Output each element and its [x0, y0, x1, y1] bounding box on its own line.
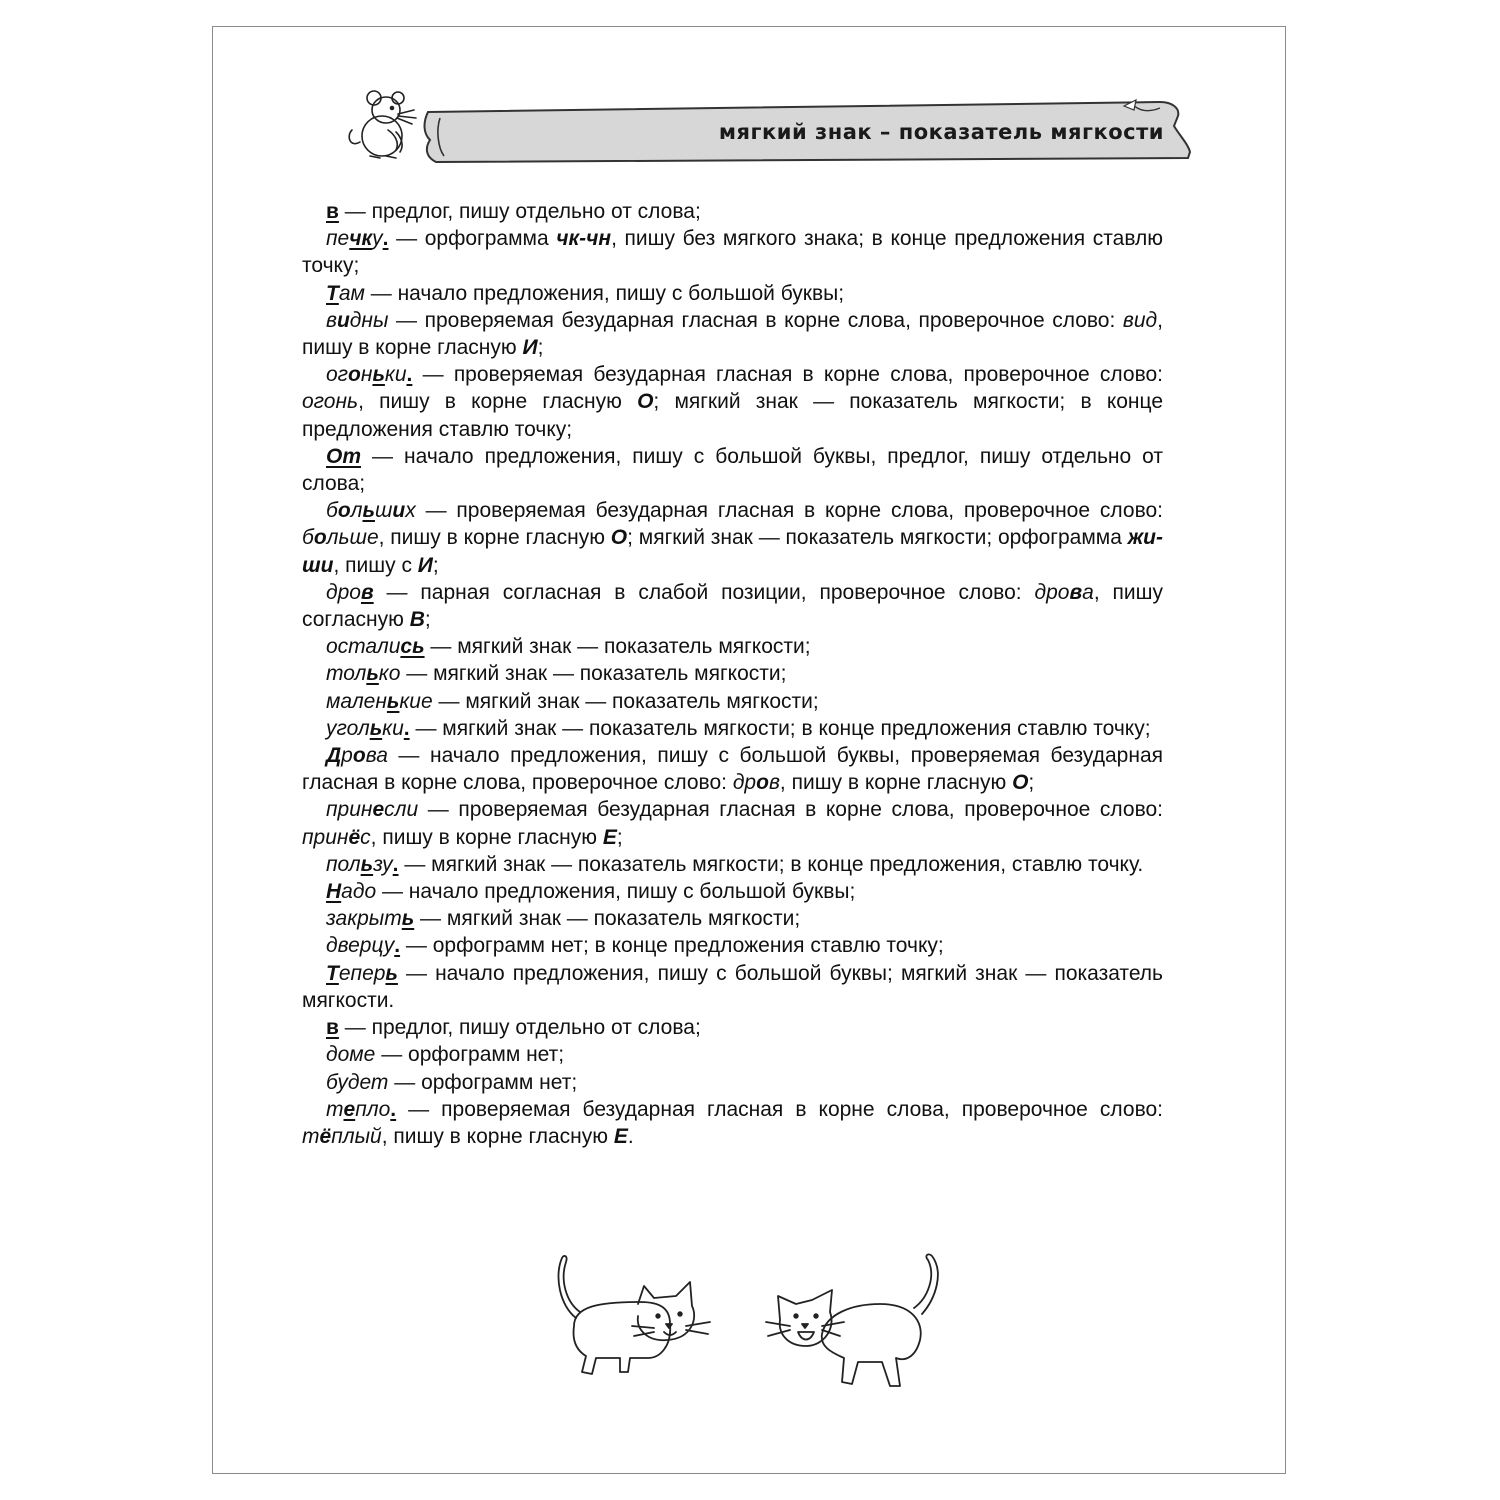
word-fragment: н	[360, 363, 373, 387]
word-fragment: .	[392, 852, 399, 876]
word-fragment: ам	[338, 281, 365, 305]
word-fragment: .	[382, 227, 389, 251]
answer-line	[302, 1041, 1163, 1068]
word-fragment: о	[337, 499, 351, 523]
word-fragment: ь	[372, 363, 385, 387]
word-fragment: жи-ши	[302, 526, 1164, 577]
word-fragment: плый	[331, 1124, 382, 1148]
word-fragment: сь	[400, 635, 425, 659]
word-fragment: будет	[326, 1070, 389, 1094]
explanation-text: ;	[424, 608, 431, 632]
explanation-text: ;	[616, 825, 623, 849]
word-fragment: ь	[401, 907, 415, 931]
explanation-text: — начало предложения, пишу с большой буквы, предлог, пишу отдельно от слова;	[302, 444, 1163, 496]
answer-line	[302, 715, 1163, 742]
explanation-text: ; мягкий знак — показатель мягкости; орфограмма	[627, 526, 1128, 550]
explanation-text: ;	[432, 553, 439, 577]
explanation-text: .	[627, 1124, 634, 1148]
word-fragment: о	[756, 771, 769, 795]
answer-line	[302, 878, 1163, 905]
word-fragment: .	[390, 1097, 397, 1121]
explanation-text: , пишу без мягкого знака; в конце предложения ставлю точку;	[302, 227, 1163, 278]
explanation-text: — проверяемая безударная гласная в корне слова, проверочное слово:	[388, 308, 1123, 332]
word-fragment: дро	[1034, 580, 1070, 604]
word-fragment: прин	[326, 798, 373, 822]
explanation-text: — орфограмм нет;	[375, 1043, 565, 1067]
cats-illustration	[540, 1246, 950, 1396]
explanation-text: ;	[1028, 771, 1035, 795]
answer-line	[302, 1096, 1163, 1150]
word-fragment: Т	[326, 281, 339, 305]
explanation-text: — начало предложения, пишу с большой буквы; мягкий знак — показатель мягкости.	[302, 961, 1163, 1012]
word-fragment: ки	[384, 363, 407, 387]
explanation-text: — орфограмм нет; в конце предложения ставлю точку;	[400, 934, 944, 958]
explanation-text: — мягкий знак — показатель мягкости;	[424, 635, 811, 659]
word-fragment: в	[326, 308, 337, 332]
word-fragment: в	[1069, 580, 1083, 604]
word-fragment: х	[405, 499, 416, 523]
answer-line	[302, 960, 1163, 1014]
explanation-text: — мягкий знак — показатель мягкости; в конце предложения ставлю точку;	[409, 716, 1151, 740]
word-fragment: а	[1082, 580, 1094, 604]
explanation-text: , пишу в корне гласную	[370, 825, 603, 849]
word-fragment: закрыт	[326, 907, 402, 931]
word-fragment: льше	[326, 526, 379, 550]
word-fragment: ь	[385, 961, 398, 985]
word-fragment: о	[313, 526, 327, 550]
word-fragment: ь	[362, 499, 375, 523]
word-fragment: зу	[373, 852, 393, 876]
word-fragment: ь	[369, 716, 383, 740]
explanation-text: ; мягкий знак — показатель мягкости; в конце предложения ставлю точку;	[302, 390, 1163, 441]
word-fragment: О	[637, 390, 654, 414]
word-fragment: Е	[602, 825, 617, 849]
explanation-text: — предлог, пишу отдельно от слова;	[338, 200, 701, 223]
answer-line	[302, 742, 1163, 796]
word-fragment: остали	[326, 635, 401, 659]
word-fragment: .	[406, 363, 413, 387]
explanation-text: , пишу в корне гласную	[381, 1124, 614, 1148]
word-fragment: в	[326, 200, 339, 223]
word-fragment: ш	[374, 499, 393, 523]
answer-line	[302, 905, 1163, 932]
word-fragment: Е	[613, 1124, 628, 1148]
word-fragment: И	[522, 336, 538, 360]
word-fragment: др	[732, 771, 757, 795]
word-fragment: От	[326, 444, 362, 468]
word-fragment: чк-чн	[556, 227, 612, 251]
answer-line	[302, 497, 1163, 579]
answer-line	[302, 361, 1163, 443]
word-fragment: у	[372, 227, 383, 251]
word-fragment: епер	[338, 961, 386, 985]
word-fragment: ь	[386, 689, 400, 713]
word-fragment: Т	[326, 961, 339, 985]
explanation-text: , пишу согласную	[302, 580, 1163, 632]
explanation-text: — начало предложения, пишу с большой буквы;	[364, 281, 845, 305]
word-fragment: доме	[326, 1043, 376, 1067]
answer-line	[302, 851, 1163, 878]
word-fragment: дны	[349, 308, 389, 332]
explanation-text: ;	[537, 336, 544, 360]
answer-line	[302, 1014, 1163, 1041]
word-fragment: б	[302, 526, 314, 550]
explanation-text: — начало предложения, пишу с большой буквы;	[376, 880, 856, 904]
word-fragment: пло	[355, 1097, 391, 1121]
word-fragment: с	[360, 825, 371, 849]
word-fragment: о	[352, 744, 366, 768]
answer-line	[302, 280, 1163, 307]
word-fragment: ь	[360, 852, 374, 876]
word-fragment: мален	[326, 689, 387, 713]
word-fragment: о	[348, 363, 361, 387]
word-fragment: сли	[384, 798, 419, 822]
word-fragment: .	[403, 716, 410, 740]
answer-line	[302, 688, 1163, 715]
answer-line	[302, 579, 1163, 633]
explanation-text: , пишу в корне гласную	[358, 390, 638, 414]
explanation-text: — мягкий знак — показатель мягкости; в конце предложения, ставлю точку.	[398, 852, 1144, 876]
word-fragment: дро	[326, 580, 361, 604]
word-fragment: пе	[326, 227, 350, 251]
mouse-illustration	[340, 86, 424, 164]
explanation-text: — проверяемая безударная гласная в корне слова, проверочное слово:	[418, 798, 1163, 822]
word-fragment: р	[341, 744, 353, 768]
word-fragment: ва	[365, 744, 388, 768]
answer-line	[302, 633, 1163, 660]
word-fragment: Н	[326, 880, 342, 904]
word-fragment: ё	[348, 825, 361, 849]
answer-line	[302, 1069, 1163, 1096]
explanation-text: — проверяемая безударная гласная в корне слова, проверочное слово:	[415, 499, 1163, 523]
explanation-text: — орфограмм нет;	[388, 1070, 578, 1094]
word-fragment: кие	[399, 689, 433, 713]
answer-line	[302, 443, 1163, 497]
word-fragment: прин	[302, 825, 349, 849]
word-fragment: И	[417, 553, 433, 577]
section-title: мягкий знак – показатель мягкости	[718, 120, 1164, 144]
word-fragment: б	[326, 499, 338, 523]
word-fragment: в	[360, 580, 374, 604]
word-fragment: угол	[326, 716, 370, 740]
word-fragment: вид	[1122, 308, 1158, 332]
word-fragment: чк	[349, 227, 373, 251]
word-fragment: л	[350, 499, 363, 523]
word-fragment: и	[336, 308, 350, 332]
word-fragment: ог	[326, 363, 349, 387]
word-fragment: в	[768, 771, 780, 795]
word-fragment: пол	[326, 852, 361, 876]
explanation-text: — проверяемая безударная гласная в корне слова, проверочное слово:	[412, 363, 1163, 387]
explanation-text: — орфограмма	[388, 227, 557, 251]
word-fragment: адо	[341, 880, 377, 904]
answer-line	[302, 198, 1163, 225]
answer-line	[302, 307, 1163, 361]
word-fragment: ё	[319, 1124, 332, 1148]
explanation-text: — парная согласная в слабой позиции, проверочное слово:	[373, 580, 1035, 604]
word-fragment: ко	[378, 662, 401, 686]
explanation-text: — мягкий знак — показатель мягкости;	[432, 689, 819, 713]
explanation-text: — предлог, пишу отдельно от слова;	[338, 1016, 701, 1040]
word-fragment: огонь	[302, 390, 359, 414]
word-fragment: в	[326, 1016, 339, 1040]
word-fragment: е	[372, 798, 385, 822]
explanation-text: — проверяемая безударная гласная в корне слова, проверочное слово:	[396, 1097, 1163, 1121]
word-fragment: В	[409, 608, 425, 632]
word-fragment: Д	[326, 744, 342, 768]
answer-line	[302, 796, 1163, 850]
word-fragment: О	[610, 526, 628, 550]
word-fragment: ь	[366, 662, 379, 686]
word-fragment: О	[1012, 771, 1029, 795]
word-fragment: е	[343, 1097, 356, 1121]
answer-line	[302, 225, 1163, 279]
explanation-text: , пишу в корне гласную	[378, 526, 611, 550]
word-fragment: дверцу	[326, 934, 395, 958]
word-fragment: и	[392, 499, 406, 523]
explanation-text: — начало предложения, пишу с большой буквы, проверяемая безударная гласная в корне слова, проверочное слово:	[302, 744, 1163, 795]
explanation-text: — мягкий знак — показатель мягкости;	[400, 662, 787, 686]
word-fragment: т	[302, 1124, 320, 1148]
explanation-text: — мягкий знак — показатель мягкости;	[414, 907, 801, 931]
word-fragment: т	[326, 1097, 344, 1121]
explanation-text: , пишу с	[333, 553, 418, 577]
explanation-text: , пишу в корне гласную	[302, 308, 1163, 360]
answer-line	[302, 932, 1163, 959]
word-fragment: тол	[326, 662, 367, 686]
explanation-text: , пишу в корне гласную	[779, 771, 1013, 795]
answer-line	[302, 660, 1163, 687]
word-fragment: .	[394, 934, 401, 958]
answer-text-block	[302, 198, 1163, 1150]
word-fragment: ки	[382, 716, 404, 740]
